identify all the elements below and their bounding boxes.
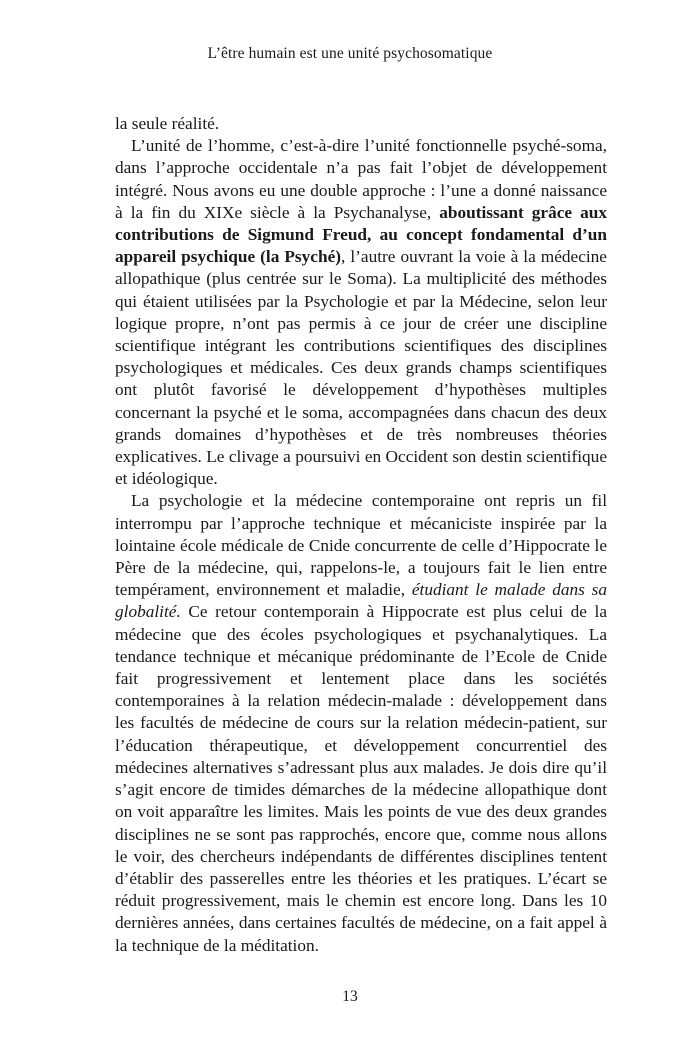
paragraph-text: L’unité de l’homme, c’est-à-dire l’unité fonctionnelle psyché-soma, dans l’approche occidentale n’a pas fait l’objet de développement intégré. Nous avons eu une double approche : l’une a donné naissance à la fin du XIXe siècle à la Psychanalyse,	[115, 136, 607, 222]
paragraph-text: La psychologie et la médecine contemporaine ont repris un fil interrompu par l’approche technique et mécaniciste inspirée par la lointaine école médicale de Cnide concurrente de celle d’Hippocrate le Père de la médecine, qui, rappelons-le, a toujours fait le lien entre tempérament, environnement et maladie,	[115, 491, 607, 600]
paragraph-continuation	[115, 113, 607, 135]
bold-emphasis: aboutissant grâce aux contributions de Sigmund Freud, au concept fondamental d’un appareil psychique (la Psyché)	[115, 202, 608, 267]
italic-emphasis: étudiant le malade dans sa globalité.	[115, 580, 608, 622]
paragraph-psychologie-medecine	[115, 490, 607, 956]
paragraph-unite-homme	[115, 135, 607, 490]
paragraph-text: la seule réalité.	[115, 114, 220, 133]
page-number: 13	[342, 988, 358, 1005]
running-header: L’être humain est une unité psychosomatique	[207, 45, 493, 62]
paragraph-text: Ce retour contemporain à Hippocrate est plus celui de la médecine que des écoles psychologiques et psychanalytiques. La tendance technique et mécanique prédominante de l’Ecole de Cnide fait progressivement et lentement place dans les sociétés contemporaines à la relation médecin-malade : développement dans les facultés de médecine de cours sur la relation médecin-patient, sur l’éducation thérapeutique, et développement concurrentiel des médecines alternatives s’adressant plus aux malades. Je dois dire qu’il s’agit encore de timides démarches de la médecine allopathique dont on voit apparaître les limites. Mais les points de vue des deux grandes disciplines ne se sont pas rapprochés, encore que, comme nous allons le voir, des chercheurs indépendants de différentes disciplines tentent d’établir des passerelles entre les théories et les pratiques. L’écart se réduit progressivement, mais le chemin est encore long. Dans les 10 dernières années, dans certaines facultés de médecine, on a fait appel à la technique de la méditation.	[115, 602, 607, 955]
body-text	[115, 113, 607, 957]
paragraph-text: , l’autre ouvrant la voie à la médecine allopathique (plus centrée sur le Soma). La multiplicité des méthodes qui étaient utilisées par la Psychologie et par la Médecine, selon leur logique propre, n’ont pas permis à ce jour de créer une discipline scientifique intégrant les contributions scientifiques des disciplines psychologiques et médicales. Ces deux grands champs scientifiques ont plutôt favorisé le développement d’hypothèses multiples concernant la psyché et le soma, accompagnées dans chacun des deux grands domaines d’hypothèses et de très nombreuses théories explicatives. Le clivage a poursuivi en Occident son destin scientifique et idéologique.	[115, 247, 607, 489]
